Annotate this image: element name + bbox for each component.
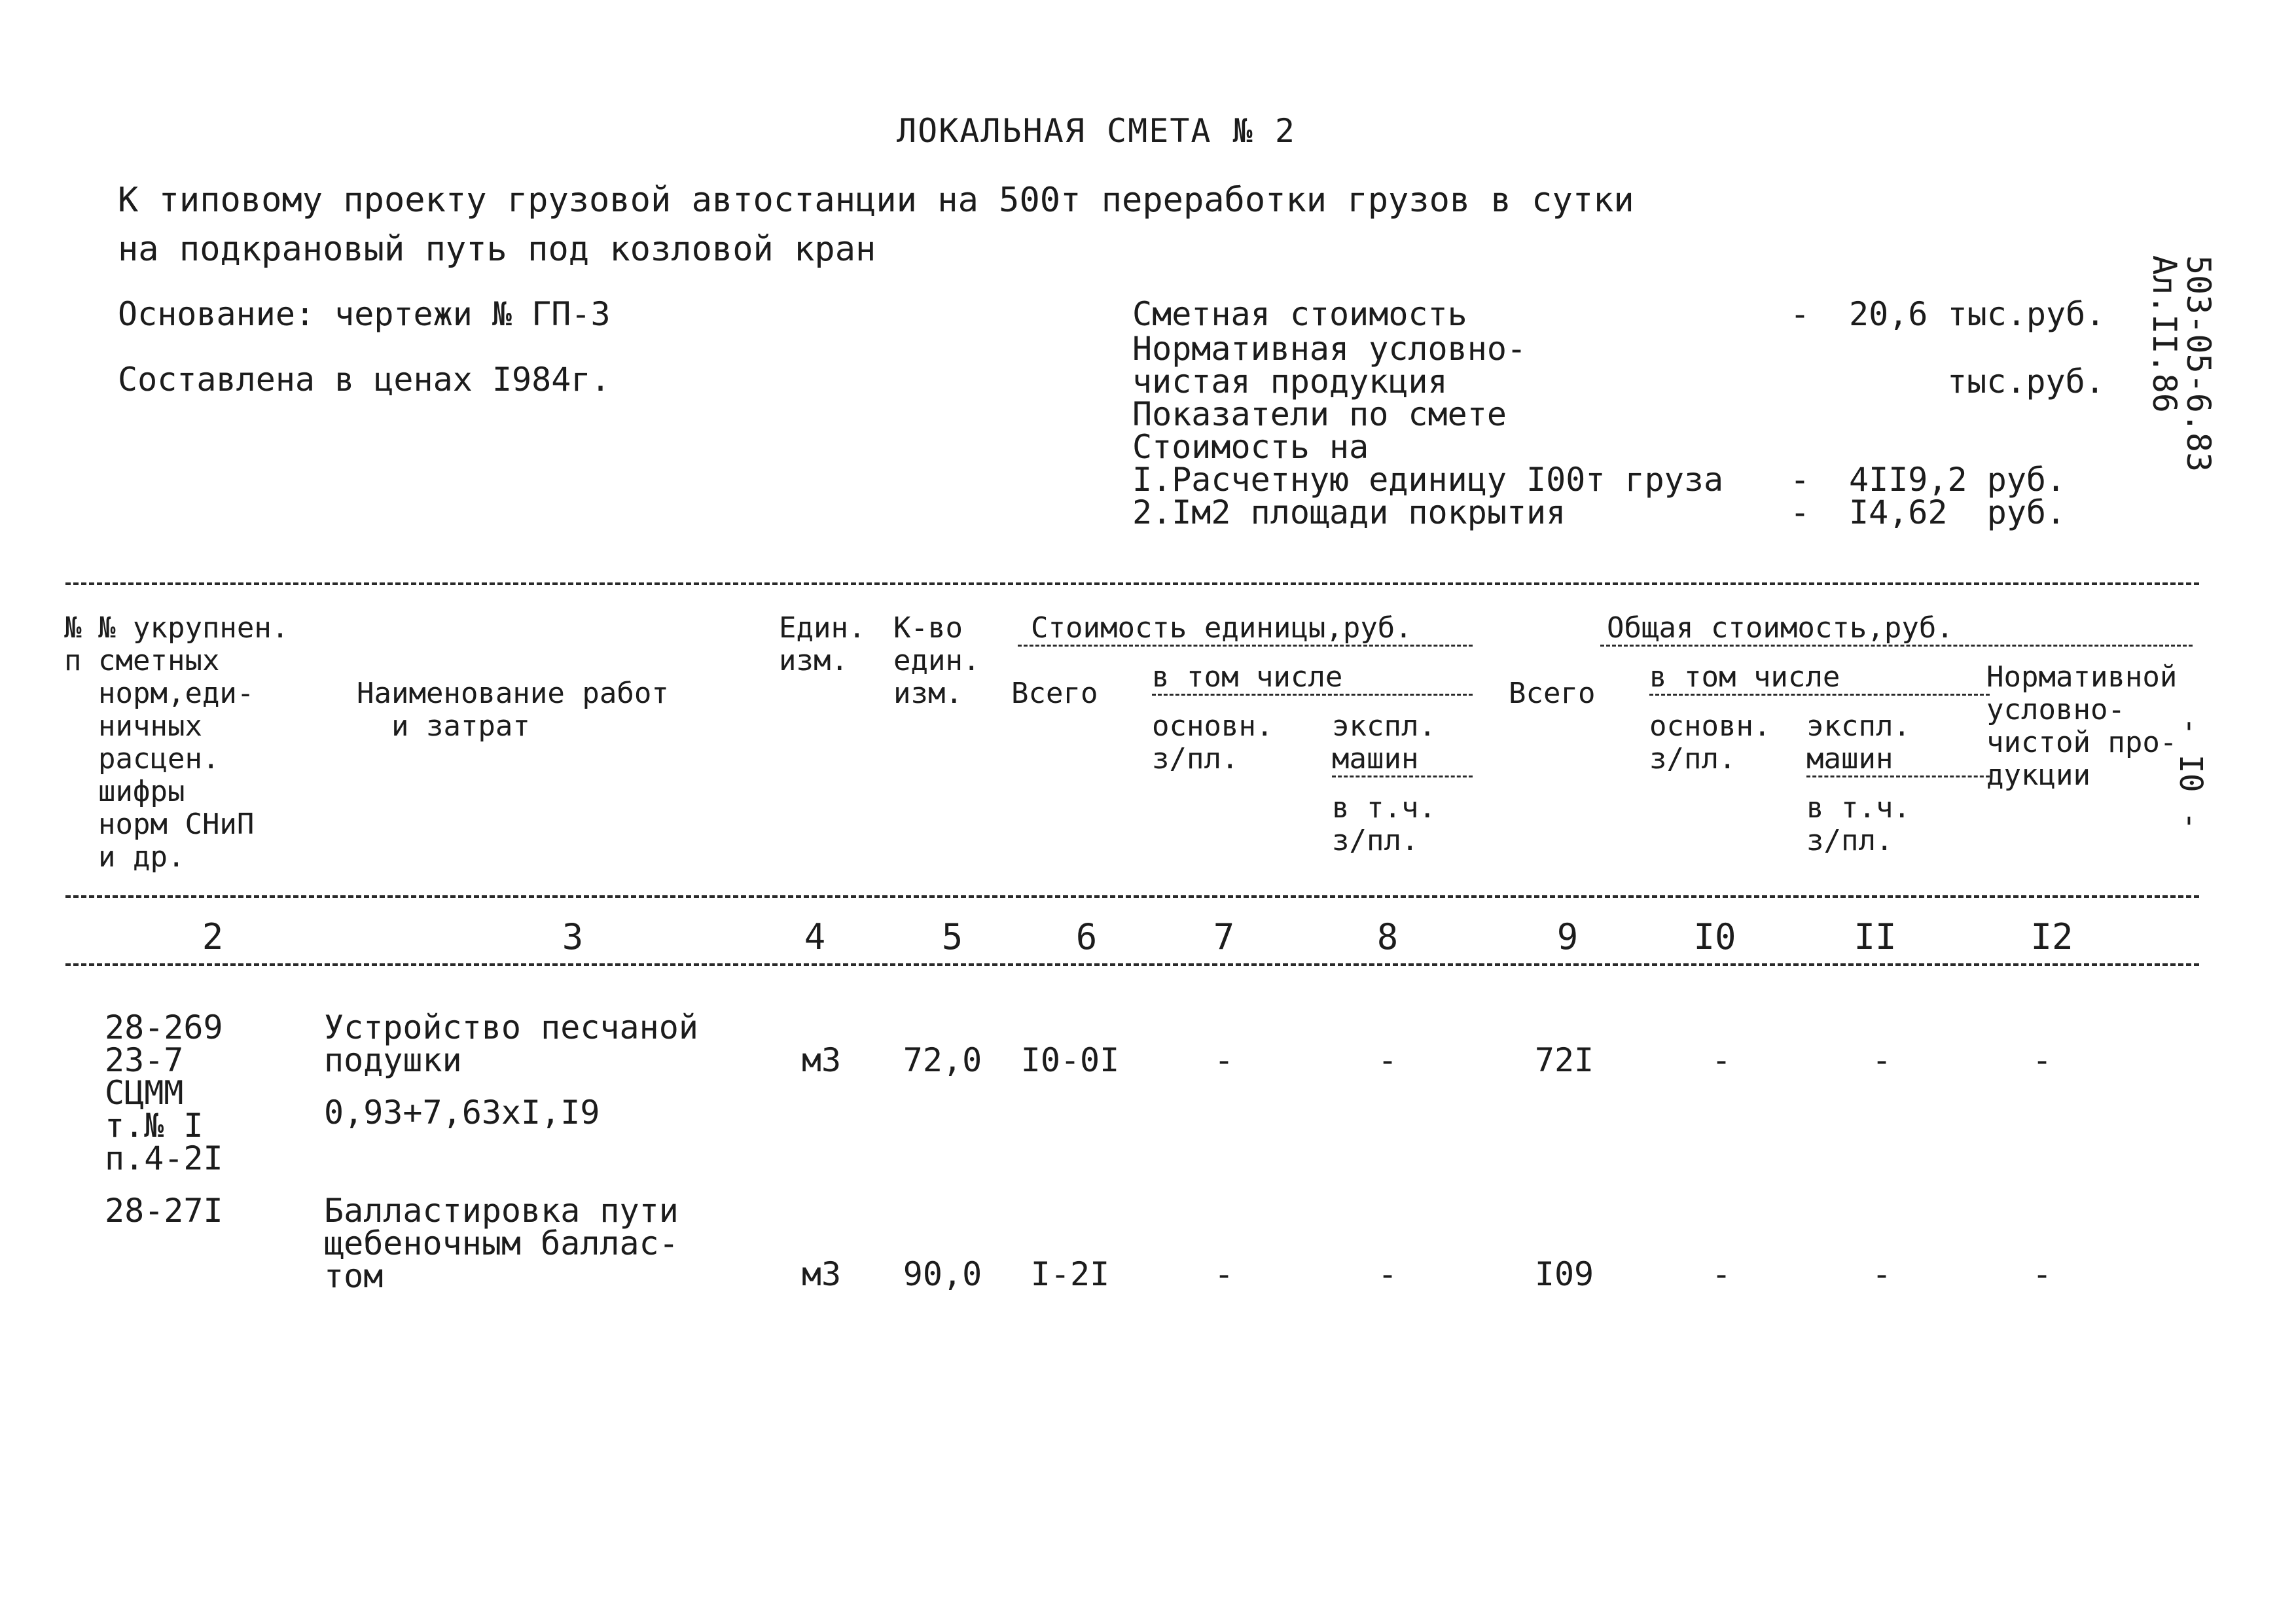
side-code-line2: Ал.II.86 bbox=[2145, 255, 2183, 413]
page-mark: - I0 - bbox=[2172, 717, 2209, 830]
header-col11: экспл. машин bbox=[1806, 709, 1910, 776]
row-unit-total: I0-0I bbox=[1020, 1041, 1120, 1079]
header-col6: Всего bbox=[1011, 677, 1098, 710]
column-number: 6 bbox=[1075, 916, 1098, 957]
estimated-cost-label: Сметная стоимость bbox=[1132, 295, 1467, 333]
unit1-value: 4II9,2 руб. bbox=[1849, 461, 2066, 499]
normative-label-2: чистая продукция bbox=[1132, 363, 1448, 401]
row-name: Балластировка пути щебеночным баллас- том bbox=[324, 1192, 679, 1295]
row-total-machines: - bbox=[1871, 1255, 1892, 1293]
header-incl-1: в том числе bbox=[1152, 660, 1343, 694]
header-incl-2: в том числе bbox=[1649, 660, 1840, 694]
header-col8-sub: в т.ч. з/пл. bbox=[1332, 791, 1436, 857]
column-number: 7 bbox=[1213, 916, 1235, 957]
table-top-rule bbox=[65, 582, 2199, 585]
header-col9: Всего bbox=[1509, 677, 1596, 710]
col11-underline bbox=[1806, 776, 1990, 777]
table-header-bottom-rule bbox=[65, 895, 2199, 898]
row-unit-machines: - bbox=[1377, 1255, 1398, 1293]
row-unit-wage: - bbox=[1213, 1041, 1234, 1079]
incl-1-underline bbox=[1152, 694, 1473, 696]
cost-on-label: Стоимость на bbox=[1132, 428, 1369, 466]
estimated-cost-dash: - bbox=[1790, 295, 1810, 333]
row-normative: - bbox=[2032, 1255, 2053, 1293]
row-total: 72I bbox=[1534, 1041, 1594, 1079]
row-total-wage: - bbox=[1711, 1041, 1732, 1079]
col8-underline bbox=[1332, 776, 1473, 777]
side-code bbox=[2147, 255, 2215, 472]
header-col8: экспл. машин bbox=[1332, 709, 1436, 776]
side-code-line1: 503-05-6.83 bbox=[2179, 255, 2217, 473]
unit-cost-group-underline bbox=[1018, 645, 1473, 647]
unit2-dash: - bbox=[1790, 493, 1810, 531]
column-number: 8 bbox=[1376, 916, 1399, 957]
column-number: 9 bbox=[1556, 916, 1579, 957]
column-number: 3 bbox=[562, 916, 584, 957]
prices-text: Составлена в ценах I984г. bbox=[118, 361, 611, 399]
header-col4: Един. изм. bbox=[779, 611, 866, 677]
header-col11-sub: в т.ч. з/пл. bbox=[1806, 791, 1910, 857]
header-col10: основн. з/пл. bbox=[1649, 709, 1771, 776]
document-subtitle-line1: К типовому проекту грузовой автостанции на 500т переработки грузов в сутки bbox=[118, 181, 1634, 220]
row-unit-total: I-2I bbox=[1030, 1255, 1110, 1293]
row-unit-machines: - bbox=[1377, 1041, 1398, 1079]
row-qty: 72,0 bbox=[903, 1041, 982, 1079]
row-calc: 0,93+7,63хI,I9 bbox=[324, 1094, 600, 1132]
column-number: II bbox=[1854, 916, 1897, 957]
column-number: I0 bbox=[1693, 916, 1736, 957]
row-total-machines: - bbox=[1871, 1041, 1892, 1079]
estimated-cost-value: 20,6 тыс.руб. bbox=[1849, 295, 2106, 333]
header-col5: К-во един. изм. bbox=[893, 611, 980, 710]
row-normative: - bbox=[2032, 1041, 2053, 1079]
column-number: 2 bbox=[202, 916, 224, 957]
row-unit: м3 bbox=[801, 1255, 842, 1293]
unit2-value: I4,62 руб. bbox=[1849, 493, 2066, 531]
unit1-dash: - bbox=[1790, 461, 1810, 499]
column-numbers-rule bbox=[65, 963, 2199, 966]
row-code: 28-27I bbox=[105, 1192, 223, 1230]
row-total-wage: - bbox=[1711, 1255, 1732, 1293]
normative-unit: тыс.руб. bbox=[1947, 363, 2105, 401]
header-col3: Наименование работ и затрат bbox=[357, 677, 669, 743]
row-code: 28-269 23-7 СЦММ т.№ I п.4-2I bbox=[105, 1008, 223, 1177]
header-col1: № п bbox=[64, 611, 82, 677]
row-unit: м3 bbox=[801, 1041, 842, 1079]
row-total: I09 bbox=[1534, 1255, 1594, 1293]
header-total-cost-group: Общая стоимость,руб. bbox=[1607, 611, 1954, 645]
row-name: Устройство песчаной подушки bbox=[324, 1008, 698, 1079]
indicators-label: Показатели по смете bbox=[1132, 395, 1507, 433]
normative-label-1: Нормативная условно- bbox=[1132, 330, 1527, 368]
document-title: ЛОКАЛЬНАЯ СМЕТА № 2 bbox=[897, 112, 1296, 150]
unit2-label: 2.Iм2 площади покрытия bbox=[1132, 493, 1566, 531]
header-col2: № укрупнен. сметных норм,еди- ничных расцен. шифры норм СНиП и др. bbox=[98, 611, 289, 874]
header-unit-cost-group: Стоимость единицы,руб. bbox=[1031, 611, 1412, 645]
basis-text: Основание: чертежи № ГП-3 bbox=[118, 295, 611, 333]
header-col7: основн. з/пл. bbox=[1152, 709, 1274, 776]
header-col12: Нормативной условно- чистой про- дукции bbox=[1986, 660, 2178, 792]
row-unit-wage: - bbox=[1213, 1255, 1234, 1293]
incl-2-underline bbox=[1649, 694, 1990, 696]
unit1-label: I.Расчетную единицу I00т груза bbox=[1132, 461, 1724, 499]
column-number: 5 bbox=[941, 916, 963, 957]
document-subtitle-line2: на подкрановый путь под козловой кран bbox=[118, 230, 876, 269]
column-number: I2 bbox=[2030, 916, 2073, 957]
total-cost-group-underline bbox=[1600, 645, 2193, 647]
column-number: 4 bbox=[804, 916, 826, 957]
row-qty: 90,0 bbox=[903, 1255, 982, 1293]
